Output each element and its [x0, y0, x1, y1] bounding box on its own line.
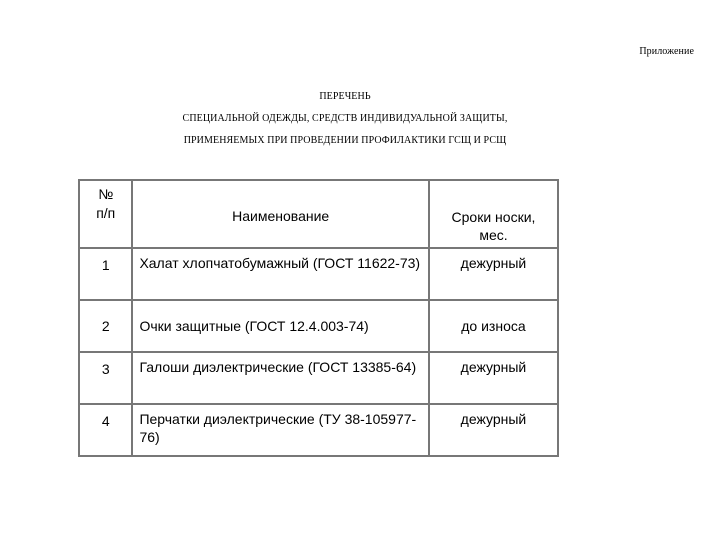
- table-row: [79, 248, 558, 300]
- header-term-line2: мес.: [479, 227, 508, 243]
- title-line-2: СПЕЦИАЛЬНОЙ ОДЕЖДЫ, СРЕДСТВ ИНДИВИДУАЛЬНОЙ ЗАЩИТЫ,: [182, 113, 508, 124]
- row-number: 4: [79, 404, 132, 456]
- header-term-line1: Сроки носки,: [451, 209, 536, 225]
- appendix-label: Приложение: [639, 46, 694, 57]
- header-term: [429, 180, 558, 248]
- row-term: дежурный: [429, 248, 558, 300]
- row-name: Галоши диэлектрические (ГОСТ 13385-64): [132, 352, 429, 404]
- row-number: 2: [79, 300, 132, 352]
- document-title: [150, 86, 540, 152]
- title-line-3: ПРИМЕНЯЕМЫХ ПРИ ПРОВЕДЕНИИ ПРОФИЛАКТИКИ ГСЩ И РСЩ: [183, 135, 507, 146]
- table-row: [79, 300, 558, 352]
- row-name: Очки защитные (ГОСТ 12.4.003-74): [132, 300, 429, 352]
- title-line-1: ПЕРЕЧЕНЬ: [319, 91, 371, 102]
- row-number: 3: [79, 352, 132, 404]
- header-number: [79, 180, 132, 248]
- header-number-line1: №: [98, 186, 114, 202]
- table-row: [79, 404, 558, 456]
- table-row: [79, 352, 558, 404]
- header-number-line2: п/п: [96, 205, 116, 221]
- row-name: Перчатки диэлектрические (ТУ 38-105977-76): [132, 404, 429, 456]
- table-header-row: [79, 180, 558, 248]
- row-term: дежурный: [429, 352, 558, 404]
- row-name: Халат хлопчатобумажный (ГОСТ 11622-73): [132, 248, 429, 300]
- header-name: Наименование: [132, 180, 429, 248]
- row-term: дежурный: [429, 404, 558, 456]
- row-number: 1: [79, 248, 132, 300]
- row-term: до износа: [429, 300, 558, 352]
- equipment-table: [78, 179, 559, 457]
